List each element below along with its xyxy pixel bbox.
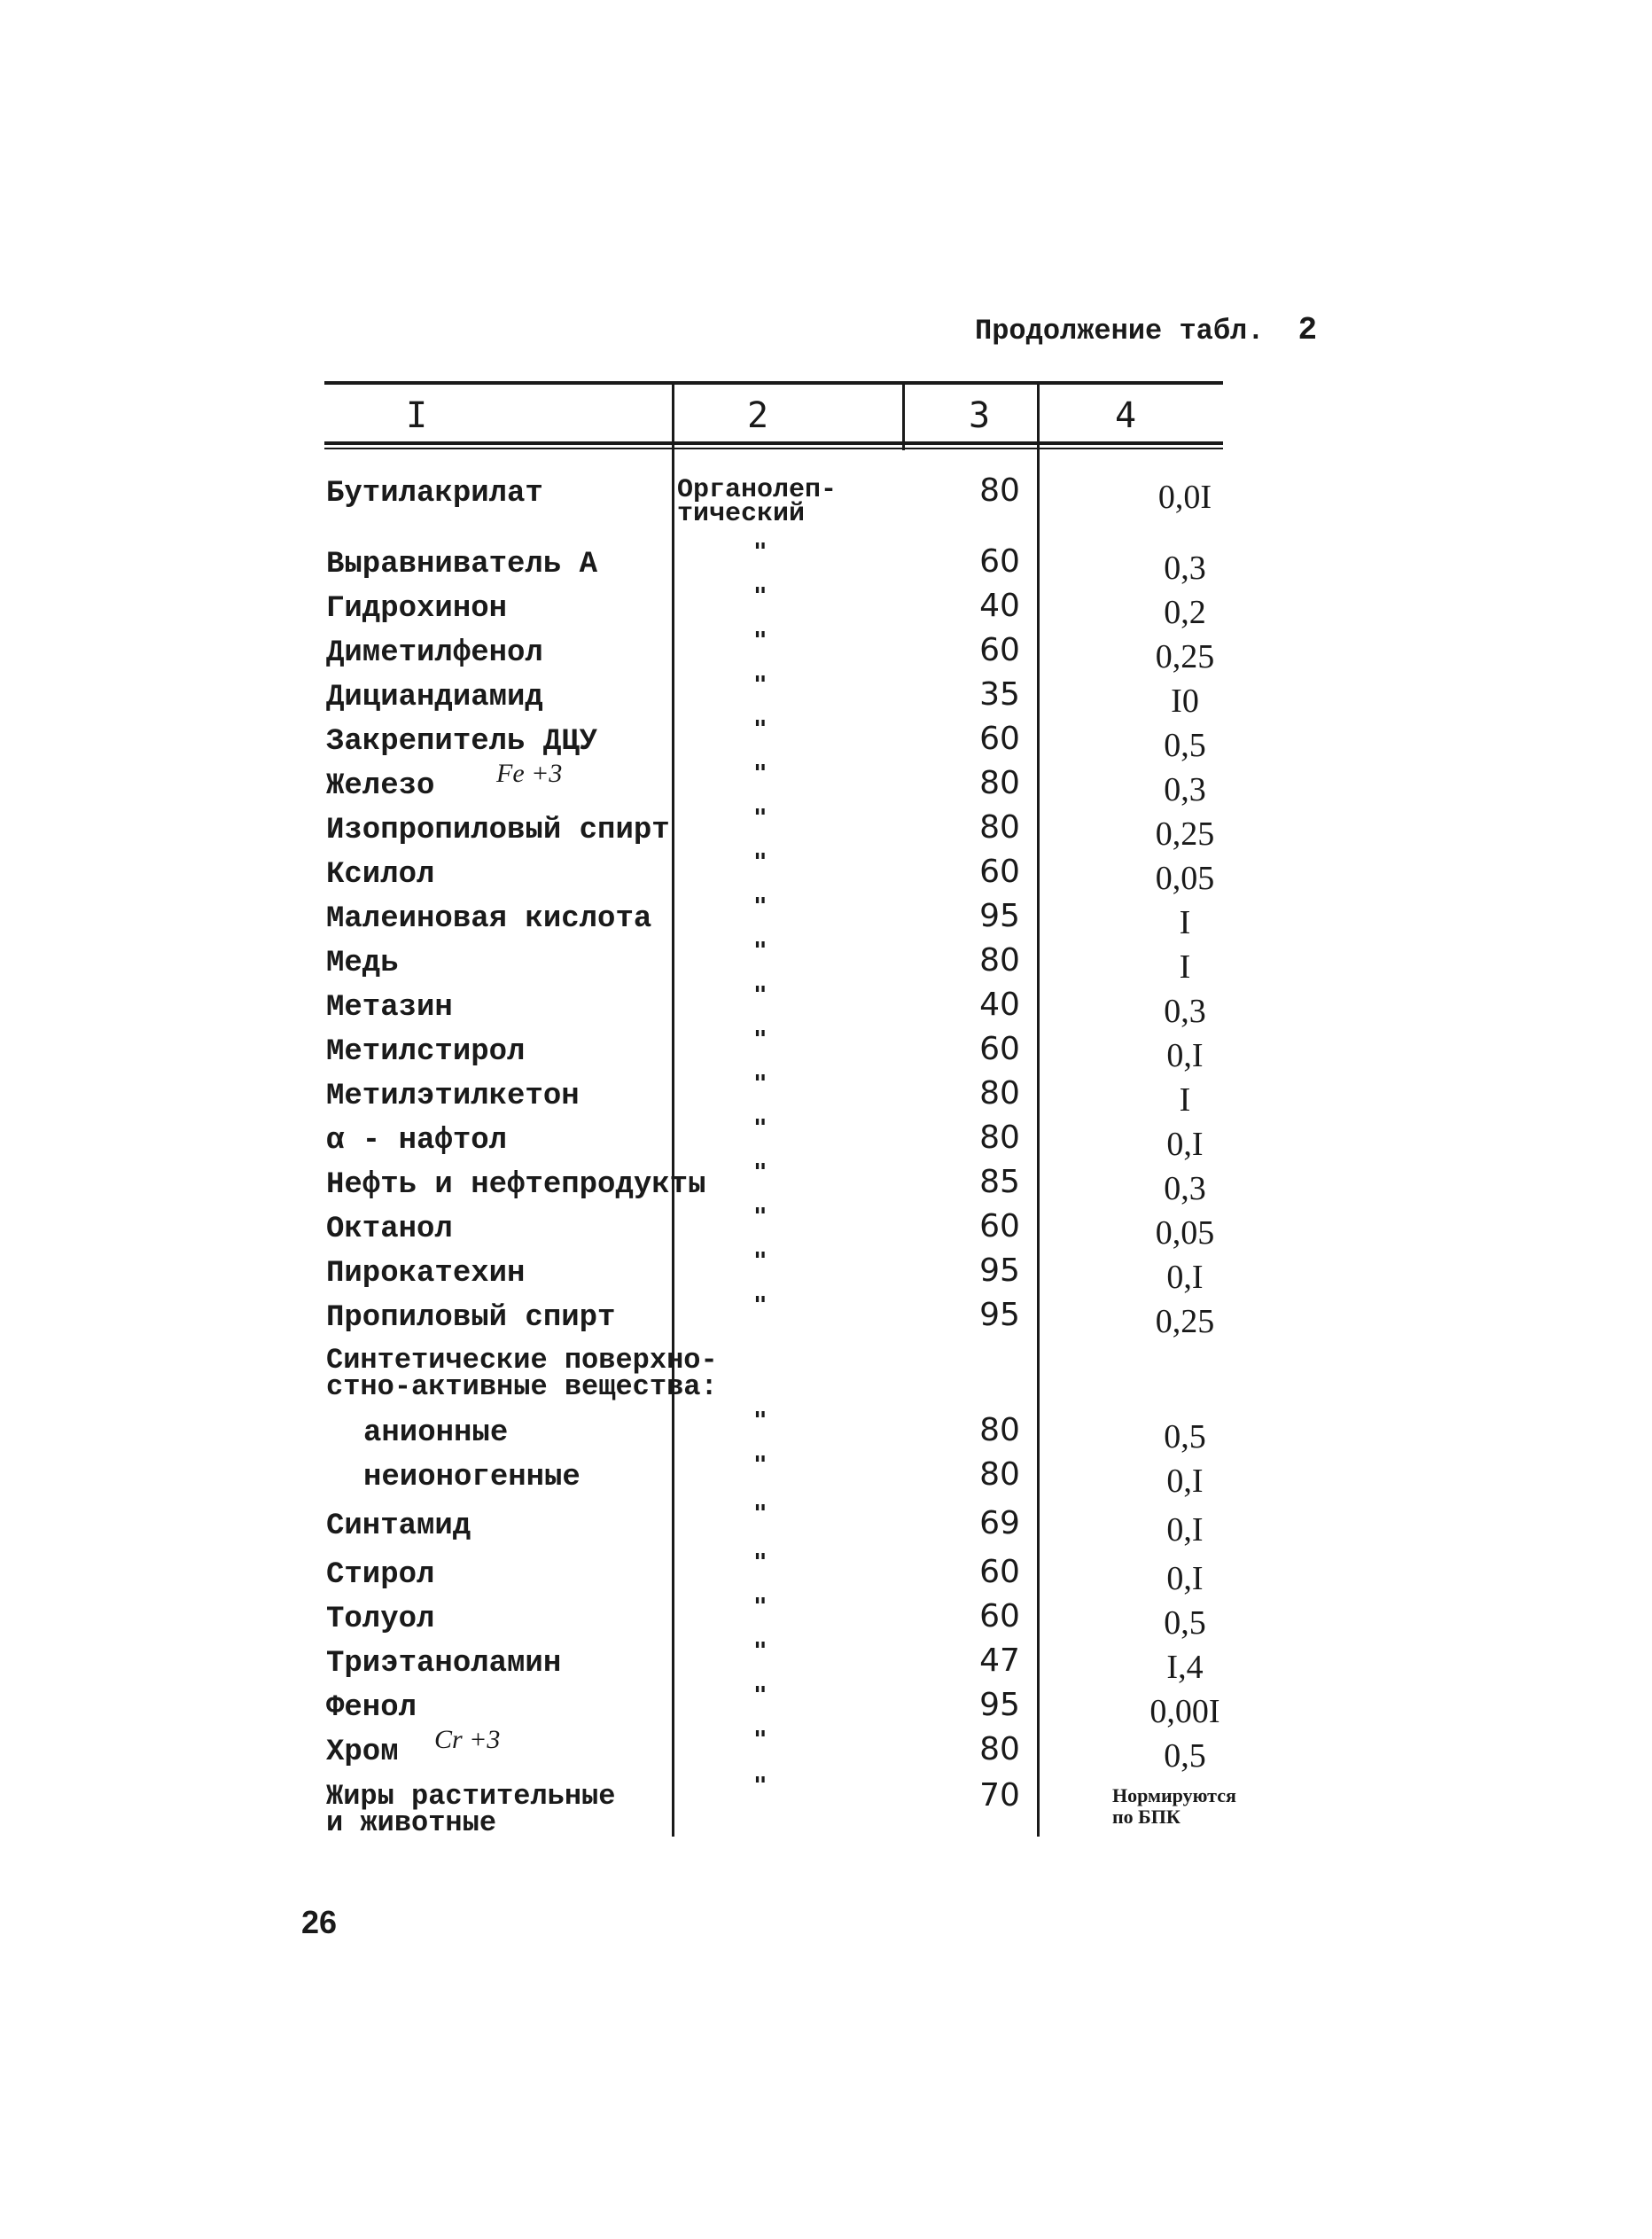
column-header-1: I	[405, 395, 428, 436]
row-name: Медь	[326, 947, 399, 980]
row-method: "	[753, 1408, 768, 1434]
row-threshold: 85	[979, 1164, 1020, 1200]
row-threshold: 80	[979, 1412, 1020, 1448]
row-name: Диметилфенол	[326, 636, 543, 670]
row-threshold: 69	[979, 1505, 1020, 1541]
row-method: "	[753, 1071, 768, 1097]
row-method: "	[753, 1292, 768, 1319]
row-threshold: 80	[979, 765, 1020, 801]
row-value: 0,5	[1164, 1737, 1206, 1775]
row-method: "	[753, 628, 768, 654]
row-threshold: 95	[979, 1687, 1020, 1723]
row-name: α - нафтол	[326, 1124, 508, 1158]
row-value: 0,I	[1166, 1037, 1204, 1074]
row-value: 0,00I	[1149, 1693, 1220, 1730]
row-value: 0,25	[1155, 815, 1215, 853]
row-method: "	[753, 1773, 768, 1799]
row-value: 0,05	[1155, 860, 1215, 897]
row-threshold: 80	[979, 1731, 1020, 1767]
row-name: Синтетические поверхно- стно-активные вещества:	[326, 1344, 718, 1404]
row-name: Метилстирол	[326, 1035, 526, 1069]
table-header-rule-2	[324, 448, 1223, 449]
column-divider-1	[672, 383, 674, 1837]
row-value: 0,I	[1166, 1560, 1204, 1597]
row-threshold: 60	[979, 632, 1020, 668]
row-name: Бутилакрилат	[326, 477, 543, 511]
row-threshold: 60	[979, 721, 1020, 757]
row-value: 0,25	[1155, 1303, 1215, 1340]
column-divider-3	[1037, 383, 1040, 1837]
row-method: "	[753, 1026, 768, 1053]
row-name: Ксилол	[326, 858, 435, 892]
row-name: Хром	[326, 1736, 399, 1769]
row-method: "	[753, 1682, 768, 1709]
row-threshold: 80	[979, 1120, 1020, 1156]
row-name: Выравниватель А	[326, 548, 598, 581]
row-value: 0,5	[1164, 1418, 1206, 1455]
row-name: Изопропиловый спирт	[326, 814, 670, 847]
page-number: 26	[301, 1904, 338, 1940]
row-method: "	[753, 982, 768, 1009]
row-name: Триэтаноламин	[326, 1647, 562, 1681]
row-threshold: 60	[979, 543, 1020, 580]
row-threshold: 95	[979, 1252, 1020, 1289]
row-method: "	[753, 1727, 768, 1753]
row-value: 0,3	[1164, 1170, 1206, 1207]
row-value: 0,05	[1155, 1214, 1215, 1252]
row-value: 0,3	[1164, 993, 1206, 1030]
row-value: 0,3	[1164, 550, 1206, 587]
row-method: "	[753, 1594, 768, 1620]
row-name: Гидрохинон	[326, 592, 508, 626]
row-name: Закрепитель ДЦУ	[326, 725, 598, 759]
row-value: I	[1179, 948, 1191, 986]
row-name: Жиры растительные и животные	[326, 1780, 616, 1840]
row-method: "	[753, 716, 768, 743]
row-name: Железо	[326, 769, 435, 803]
row-threshold: 80	[979, 472, 1020, 509]
caption-number: 2	[1297, 312, 1318, 348]
row-method: "	[753, 1452, 768, 1478]
row-method: "	[753, 583, 768, 610]
row-name: Синтамид	[326, 1510, 471, 1543]
row-threshold: 80	[979, 809, 1020, 846]
row-method: "	[753, 1638, 768, 1665]
row-threshold: 60	[979, 1598, 1020, 1634]
row-method: "	[753, 893, 768, 920]
row-threshold: 60	[979, 854, 1020, 890]
row-name: Пропиловый спирт	[326, 1301, 616, 1335]
row-threshold: 40	[979, 588, 1020, 624]
row-value: 0,2	[1164, 594, 1206, 631]
row-method: "	[753, 1501, 768, 1527]
row-name: Дициандиамид	[326, 681, 543, 714]
row-value: 0,25	[1155, 638, 1215, 675]
row-method: "	[753, 805, 768, 831]
row-method: "	[753, 938, 768, 964]
row-value: 0,0I	[1157, 479, 1212, 516]
row-name: Нефть и нефтепродукты	[326, 1168, 706, 1202]
row-method: "	[753, 672, 768, 698]
row-name: Метазин	[326, 991, 453, 1025]
row-name: Октанол	[326, 1213, 453, 1246]
row-method: "	[753, 761, 768, 787]
row-value: 0,I	[1166, 1259, 1204, 1296]
row-method: "	[753, 539, 768, 566]
row-method: "	[753, 1204, 768, 1230]
row-method: "	[753, 849, 768, 876]
row-ion-label: Cr +3	[434, 1725, 501, 1754]
row-name: анионные	[363, 1416, 509, 1450]
row-ion-label: Fe +3	[496, 759, 563, 788]
table-caption	[975, 312, 1317, 348]
row-threshold: 60	[979, 1208, 1020, 1244]
row-name: Толуол	[326, 1603, 435, 1636]
row-value: I	[1179, 1081, 1191, 1119]
row-threshold: 95	[979, 1297, 1020, 1333]
row-value: 0,3	[1164, 771, 1206, 808]
column-divider-2	[902, 383, 905, 450]
table-header-rule	[324, 441, 1223, 445]
row-value: 0,5	[1164, 1604, 1206, 1642]
row-threshold: 60	[979, 1031, 1020, 1067]
row-value: 0,I	[1166, 1511, 1204, 1549]
row-name: неионогенные	[363, 1461, 581, 1494]
row-threshold: 35	[979, 676, 1020, 713]
row-value: I,4	[1166, 1649, 1204, 1686]
caption-text: Продолжение табл.	[975, 315, 1265, 347]
row-value: 0,5	[1164, 727, 1206, 764]
row-threshold: 80	[979, 942, 1020, 979]
column-header-2: 2	[746, 395, 769, 436]
row-method: "	[753, 1115, 768, 1142]
row-threshold: 47	[979, 1642, 1020, 1679]
row-threshold: 80	[979, 1075, 1020, 1112]
row-value: 0,I	[1166, 1126, 1204, 1163]
row-name: Фенол	[326, 1691, 417, 1725]
row-method: "	[753, 1549, 768, 1576]
row-name: Метилэтилкетон	[326, 1080, 580, 1113]
row-method: "	[753, 1248, 768, 1275]
row-threshold: 80	[979, 1456, 1020, 1493]
row-name: Малеиновая кислота	[326, 902, 652, 936]
row-threshold: 60	[979, 1554, 1020, 1590]
row-value: I	[1179, 904, 1191, 941]
row-method: Органолеп- тический	[677, 475, 838, 529]
column-header-4: 4	[1114, 395, 1137, 436]
row-value: 0,I	[1166, 1463, 1204, 1500]
row-threshold: 70	[979, 1777, 1020, 1814]
row-threshold: 95	[979, 898, 1020, 934]
row-name: Пирокатехин	[326, 1257, 526, 1291]
row-name: Стирол	[326, 1558, 435, 1592]
row-threshold: 40	[979, 987, 1020, 1023]
row-value: Нормируются по БПК	[1112, 1784, 1236, 1829]
row-method: "	[753, 1159, 768, 1186]
row-value: I0	[1171, 683, 1199, 720]
table-top-rule	[324, 381, 1223, 385]
column-header-3: 3	[968, 395, 991, 436]
